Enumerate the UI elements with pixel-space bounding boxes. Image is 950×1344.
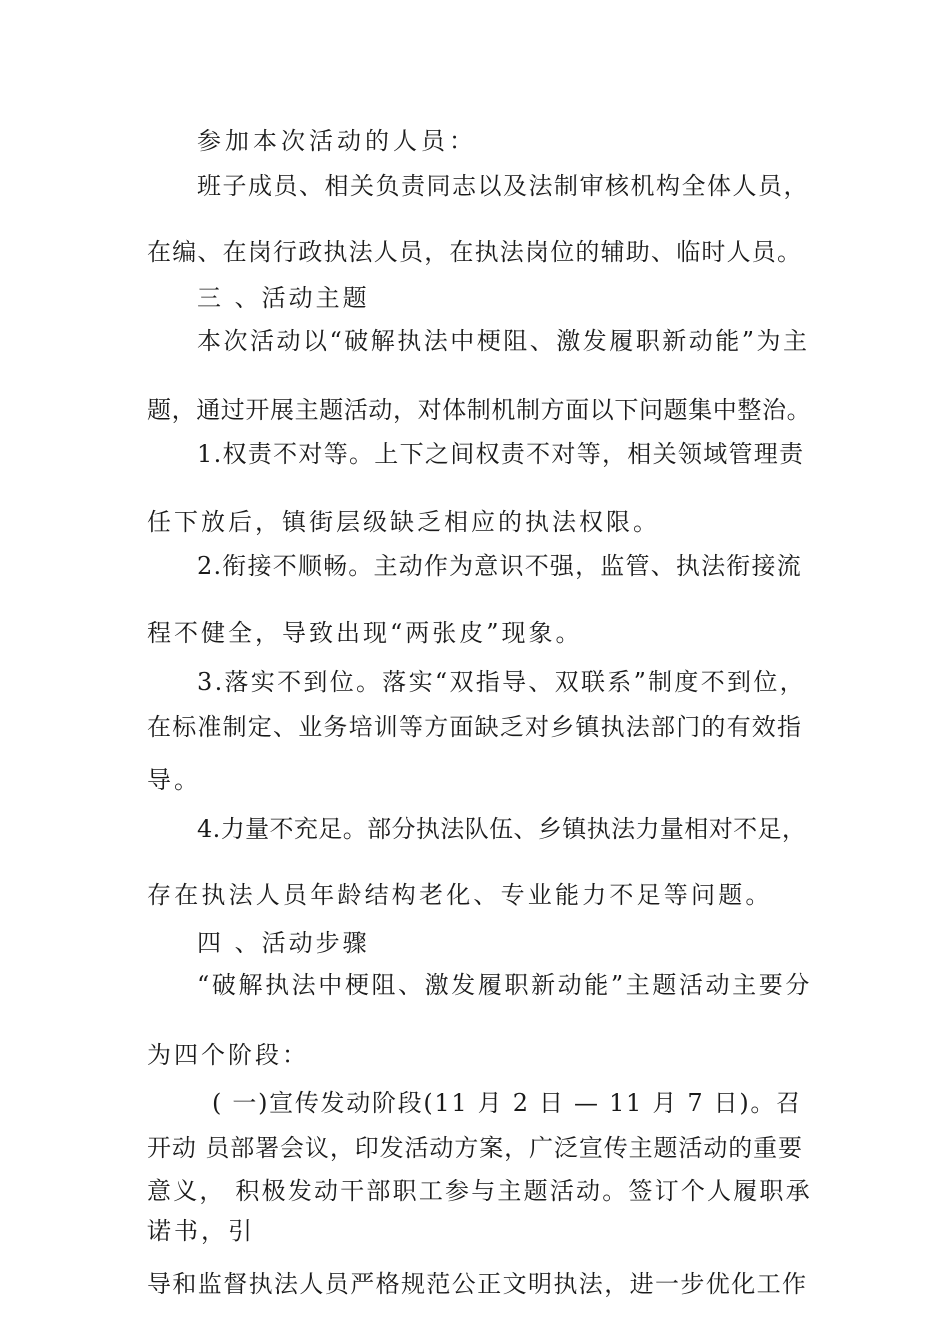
- text-line: 1.权责不对等。上下之间权责不对等，相关领域管理责: [197, 440, 805, 468]
- text-line: 开动 员部署会议，印发活动方案，广泛宣传主题活动的重要: [147, 1134, 803, 1162]
- text-line: 为四个阶段：: [147, 1041, 309, 1069]
- text-line: 4.力量不充足。部分执法队伍、乡镇执法力量相对不足，: [197, 815, 807, 843]
- text-line: 导。: [147, 766, 201, 794]
- text-line: 导和监督执法人员严格规范公正文明执法，进一步优化工作: [147, 1270, 808, 1298]
- text-line: 在编、在岗行政执法人员，在执法岗位的辅助、临时人员。: [147, 238, 803, 266]
- text-line: 班子成员、相关负责同志以及法制审核机构全体人员，: [197, 172, 809, 200]
- text-line: 意义， 积极发动干部职工参与主题活动。签订个人履职承: [147, 1177, 812, 1205]
- text-line: 参加本次活动的人员：: [197, 127, 477, 155]
- text-line: ( 一)宣传发动阶段(11 月 2 日 — 11 月 7 日)。召: [212, 1089, 802, 1117]
- text-line: 诺书，引: [147, 1217, 255, 1245]
- text-line: “破解执法中梗阻、激发履职新动能”主题活动主要分: [197, 971, 812, 999]
- text-line: 程不健全，导致出现“两张皮”现象。: [147, 619, 583, 647]
- text-line: 任下放后，镇街层级缺乏相应的执法权限。: [147, 508, 660, 536]
- text-line: 题，通过开展主题活动，对体制机制方面以下问题集中整治。: [147, 396, 812, 424]
- text-line: 存在执法人员年龄结构老化、专业能力不足等问题。: [147, 881, 773, 909]
- section-heading: 四 、活动步骤: [197, 929, 370, 957]
- text-line: 2.衔接不顺畅。主动作为意识不强，监管、执法衔接流: [197, 552, 802, 580]
- text-line: 在标准制定、业务培训等方面缺乏对乡镇执法部门的有效指: [147, 713, 803, 741]
- text-line: 3.落实不到位。落实“双指导、双联系”制度不到位，: [197, 668, 806, 696]
- text-line: 本次活动以“破解执法中梗阻、激发履职新动能”为主: [197, 327, 810, 355]
- section-heading: 三 、活动主题: [197, 284, 370, 312]
